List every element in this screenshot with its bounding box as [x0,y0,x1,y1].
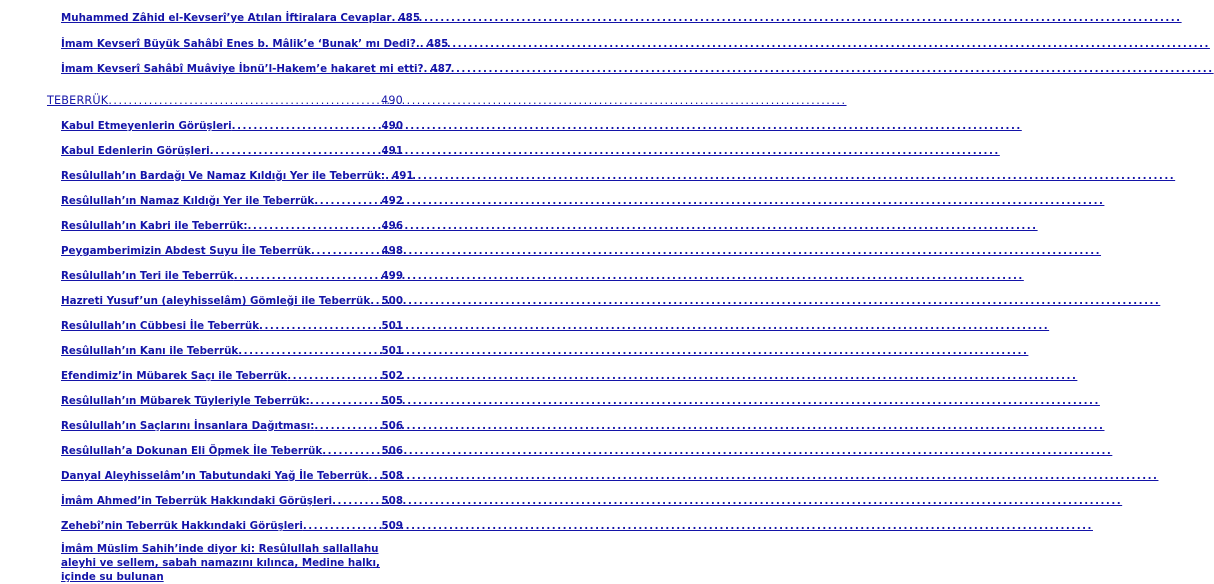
toc-entry-zehebi[interactable] [61,520,403,532]
toc-page-number: 508 [381,495,403,507]
dot-leader [232,120,381,132]
toc-page-number: 499 [381,270,403,282]
toc-entry-title: İmâm Müslim Sahih’inde diyor ki: Resûlullah sallallahu aleyhi ve sellem, sabah namazını kılınca, Medine halkı, içinde su bulunan [61,543,380,583]
toc-page-number: 491 [392,170,414,182]
toc-entry-imam-muslim[interactable] [61,542,403,584]
dot-leader [108,94,380,107]
toc-entry-title: Resûlullah’ın Bardağı Ve Namaz Kıldığı Yer ile Teberrük: [61,170,386,182]
toc-entry-title: Resûlullah’ın Kabri ile Teberrük: [61,220,248,232]
toc-page-number: 509 [381,520,403,532]
toc-page-number: 501 [381,320,403,332]
toc-section-title: TEBERRÜK [47,94,109,107]
toc-page-number: 490 [381,94,403,107]
toc-entry-title: Hazreti Yusuf’un (aleyhisselâm) Gömleği ile Teberrük [61,295,371,307]
toc-entry-title: İmâm Ahmed’in Teberrük Hakkındaki Görüşleri [61,495,333,507]
toc-page-number: 487 [430,63,453,75]
dot-leader [310,395,381,407]
toc-entry-kevseri-iftiralar[interactable] [61,12,420,24]
toc-entry-title: Resûlullah’ın Cübbesi İle Teberrük [61,320,260,332]
toc-entry-ter[interactable] [61,270,403,282]
table-of-contents [0,0,453,583]
toc-entry-title: Danyal Aleyhisselâm’ın Tabutundaki Yağ İle Teberrük [61,470,369,482]
toc-section-teberruk[interactable] [47,94,403,107]
dot-leader [234,270,381,282]
toc-page-number: 496 [381,220,403,232]
dot-leader [368,470,380,482]
toc-entry-bardak[interactable] [61,170,414,182]
dot-leader [314,195,380,207]
toc-entry-kabir[interactable] [61,220,403,232]
toc-page-number: 500 [381,295,403,307]
toc-entry-namaz-yeri[interactable] [61,195,403,207]
toc-entry-title: Zehebî’nin Teberrük Hakkındaki Görüşleri [61,520,303,532]
toc-entry-title: Resûlullah’ın Saçlarını İnsanlara Dağıtması: [61,420,315,432]
toc-entry-abdest-suyu[interactable] [61,245,403,257]
toc-page-number: 506 [381,445,403,457]
toc-entry-title: Resûlullah’ın Mübarek Tüyleriyle Teberrük: [61,395,310,407]
toc-entry-title: Resûlullah’ın Namaz Kıldığı Yer ile Teberrük [61,195,315,207]
toc-entry-enes-bunak[interactable] [61,38,449,50]
toc-entry-muaviye-hakaret[interactable] [61,63,453,75]
toc-entry-el-opmek[interactable] [61,445,403,457]
dot-leader [314,420,380,432]
toc-entry-title: Kabul Etmeyenlerin Görüşleri [61,120,232,132]
toc-entry-sac[interactable] [61,370,403,382]
toc-entry-cubbe[interactable] [61,320,403,332]
toc-page-number: 506 [381,420,403,432]
toc-page-number: 501 [381,345,403,357]
dot-leader [332,495,380,507]
toc-entry-title: Resûlullah’ın Teri ile Teberrük [61,270,234,282]
toc-entry-title: Efendimiz’in Mübarek Saçı ile Teberrük [61,370,288,382]
toc-entry-title: Muhammed Zâhid el-Kevserî’ye Atılan İftiralara Cevaplar [61,12,392,24]
toc-page-number: 490 [381,120,403,132]
toc-entry-title: İmam Kevserî Sahâbî Muâviye İbnü’l-Hakem’e hakaret mi etti? [61,63,424,75]
toc-entry-yusuf-gomlek[interactable] [61,295,403,307]
toc-page-number: 491 [381,145,403,157]
dot-leader [311,245,381,257]
toc-entry-title: Resûlullah’a Dokunan Eli Öpmek İle Teberrük [61,445,323,457]
toc-page-number: 485 [426,38,449,50]
toc-entry-kabul-edenler[interactable] [61,145,403,157]
dot-leader [248,220,381,232]
toc-entry-imam-ahmed[interactable] [61,495,403,507]
toc-entry-kabul-etmeyenler[interactable] [61,120,403,132]
dot-leader [210,145,381,157]
dot-leader [287,370,380,382]
toc-page-number: 505 [381,395,403,407]
toc-entry-kan[interactable] [61,345,403,357]
toc-entry-title: Kabul Edenlerin Görüşleri [61,145,210,157]
dot-leader [259,320,380,332]
toc-entry-title: Resûlullah’ın Kanı ile Teberrük [61,345,239,357]
toc-entry-title: Peygamberimizin Abdest Suyu İle Teberrük [61,245,311,257]
toc-page-number: 502 [381,370,403,382]
dot-leader [322,445,380,457]
dot-leader [303,520,381,532]
dot-leader [370,295,380,307]
dot-leader [238,345,380,357]
toc-entry-saclari-dagitmasi[interactable] [61,420,403,432]
toc-entry-tuyler[interactable] [61,395,403,407]
toc-entry-title: İmam Kevserî Büyük Sahâbî Enes b. Mâlik’e ‘Bunak’ mı Dedi?. [61,38,420,50]
toc-page-number: 498 [381,245,403,257]
toc-page-number: 485 [398,12,420,24]
toc-page-number: 492 [381,195,403,207]
toc-entry-danyal-tabut[interactable] [61,470,403,482]
toc-page-number: 508 [381,470,403,482]
